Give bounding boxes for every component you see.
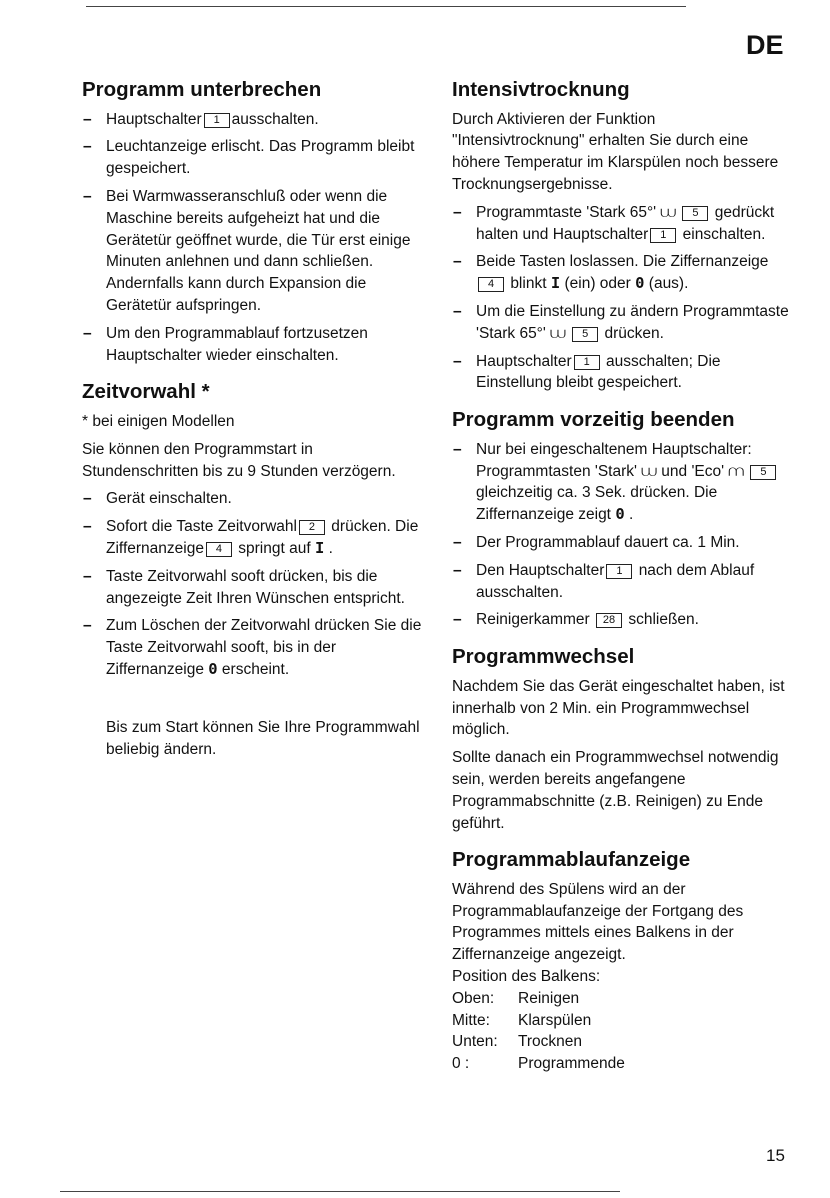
section-title: Intensivtrocknung bbox=[452, 78, 630, 101]
display-glyph: 0 bbox=[635, 274, 645, 293]
item-text: drücken. Die Ziffernanzeige bbox=[106, 518, 419, 557]
item-text: Reinigerkammer bbox=[476, 611, 590, 629]
list-item: – Um den Programmablauf fortzusetzen Hauptschalter wieder einschalten. bbox=[82, 323, 424, 367]
item-text: . bbox=[328, 539, 333, 557]
list-item bbox=[82, 109, 424, 131]
list-item bbox=[452, 301, 792, 345]
key-box: 1 bbox=[650, 228, 676, 243]
position-key: Oben: bbox=[452, 989, 495, 1007]
position-key: 0 : bbox=[452, 1055, 470, 1073]
page-number: 15 bbox=[766, 1146, 785, 1165]
list-item bbox=[452, 251, 792, 295]
item-text: drücken. bbox=[604, 324, 664, 342]
instruction-list bbox=[82, 488, 424, 680]
section-zeitvorwahl bbox=[82, 380, 424, 760]
list-item bbox=[82, 516, 424, 560]
list-item bbox=[452, 560, 792, 604]
list-item bbox=[452, 202, 792, 246]
bar-position-table bbox=[452, 988, 792, 1075]
item-text: (ein) oder bbox=[564, 275, 631, 293]
section-title: Programmablaufanzeige bbox=[452, 848, 691, 872]
item-text: schließen. bbox=[628, 611, 699, 629]
list-item bbox=[452, 351, 792, 395]
section-intensivtrocknung bbox=[452, 78, 792, 394]
key-box: 4 bbox=[478, 277, 504, 292]
item-text: ausschalten; Die Einstellung bleibt gespeichert. bbox=[476, 352, 721, 392]
instruction-list bbox=[452, 202, 792, 394]
key-box: 5 bbox=[682, 206, 708, 221]
paragraph: Durch Aktivieren der Funktion "Intensivtrocknung" erhalten Sie durch eine höhere Temperatur im Klarspülen noch bessere Trocknungsergebnisse. bbox=[452, 110, 779, 193]
section-title: Zeitvorwahl * bbox=[82, 380, 210, 404]
item-text: Andernfalls kann durch Expansion die Gerätetür aufspringen. bbox=[106, 275, 367, 314]
button-symbol-icon: ⩊ bbox=[660, 203, 677, 221]
section-title: Programm vorzeitig beenden bbox=[452, 408, 735, 432]
display-glyph: I bbox=[550, 274, 561, 293]
spacer bbox=[82, 687, 424, 717]
item-text: und 'Eco' bbox=[661, 462, 725, 480]
position-key: Mitte: bbox=[452, 1011, 490, 1029]
item-text: ausschalten. bbox=[231, 110, 319, 128]
item-text: erscheint. bbox=[221, 660, 290, 678]
language-label: DE bbox=[746, 30, 784, 60]
position-value: Klarspülen bbox=[518, 1011, 592, 1029]
item-text: Hauptschalter bbox=[106, 110, 202, 128]
display-glyph: 0 bbox=[208, 659, 218, 678]
paragraph: Sollte danach ein Programmwechsel notwendig sein, werden bereits angefangene Programmabschnitte (z.B. Reinigen) zu Ende geführt. bbox=[452, 749, 779, 832]
key-box: 1 bbox=[574, 355, 600, 370]
paragraph: Nachdem Sie das Gerät eingeschaltet haben, ist innerhalb von 2 Min. ein Programmwechsel möglich. bbox=[452, 677, 785, 739]
key-box: 4 bbox=[206, 542, 232, 557]
list-item: – Der Programmablauf dauert ca. 1 Min. bbox=[452, 532, 792, 554]
item-text: Hauptschalter bbox=[476, 352, 572, 370]
key-box: 2 bbox=[299, 520, 325, 535]
item-text: Den Hauptschalter bbox=[476, 561, 605, 579]
item-text: Bei Warmwasseranschluß oder wenn die Maschine bereits aufgeheizt hat und die Gerätetür geöffnet wurde, die Tür erst einige Minuten anlehnen und dann schließen. bbox=[106, 187, 411, 271]
top-rule bbox=[86, 6, 686, 7]
key-box: 1 bbox=[606, 564, 632, 579]
instruction-list bbox=[82, 109, 424, 367]
list-item bbox=[82, 186, 424, 317]
item-text: Beide Tasten loslassen. Die Ziffernanzeige bbox=[476, 253, 769, 271]
list-item: – Gerät einschalten. bbox=[82, 488, 424, 510]
item-text: Zum Löschen der Zeitvorwahl drücken Sie die Taste Zeitvorwahl sooft, bis in der Ziffernanzeige bbox=[106, 617, 422, 678]
right-column bbox=[452, 78, 792, 1089]
section-programmablaufanzeige bbox=[452, 848, 792, 1075]
key-box: 1 bbox=[204, 113, 230, 128]
instruction-list bbox=[452, 439, 792, 631]
position-value: Trocknen bbox=[518, 1033, 583, 1051]
footnote: * bei einigen Modellen bbox=[82, 412, 235, 430]
item-text: nach dem Ablauf ausschalten. bbox=[476, 561, 755, 601]
section-title: Programmwechsel bbox=[452, 645, 635, 669]
item-text: einschalten. bbox=[682, 225, 766, 243]
item-text: Um die Einstellung zu ändern Programmtaste 'Stark 65°' bbox=[476, 302, 789, 342]
key-box: 5 bbox=[750, 465, 776, 480]
left-column bbox=[82, 78, 424, 774]
item-text: Nur bei eingeschaltenem Hauptschalter: Programmtasten 'Stark' bbox=[476, 440, 752, 480]
section-programm-unterbrechen bbox=[82, 78, 424, 366]
paragraph: Position des Balkens: bbox=[452, 968, 601, 986]
list-item bbox=[452, 439, 792, 526]
display-glyph: I bbox=[314, 538, 325, 557]
button-symbol-icon: ⩊ bbox=[550, 324, 566, 342]
position-value: Programmende bbox=[518, 1055, 625, 1073]
display-glyph: 0 bbox=[615, 505, 625, 524]
list-item bbox=[82, 615, 424, 680]
button-symbol-icon: ⩊ bbox=[641, 462, 657, 480]
position-key: Unten: bbox=[452, 1033, 498, 1051]
key-box: 5 bbox=[572, 327, 598, 342]
section-programmwechsel bbox=[452, 645, 792, 834]
key-box: 28 bbox=[596, 613, 622, 628]
list-item bbox=[452, 609, 792, 631]
paragraph: Bis zum Start können Sie Ihre Programmwahl beliebig ändern. bbox=[106, 718, 420, 758]
section-title: Programm unterbrechen bbox=[82, 78, 322, 101]
list-item: – Leuchtanzeige erlischt. Das Programm bleibt gespeichert. bbox=[82, 136, 424, 180]
list-item: – Taste Zeitvorwahl sooft drücken, bis die angezeigte Zeit Ihren Wünschen entspricht. bbox=[82, 566, 424, 610]
bottom-rule bbox=[60, 1191, 620, 1192]
item-text: gedrückt halten und Hauptschalter bbox=[476, 203, 775, 243]
paragraph: Während des Spülens wird an der Programmablaufanzeige der Fortgang des Programmes mittels eines Balkens in der Ziffernanzeige angezeigt. bbox=[452, 880, 744, 964]
item-text: (aus). bbox=[648, 275, 689, 293]
button-symbol-icon: ⩋ bbox=[728, 462, 745, 480]
item-text: springt auf bbox=[238, 539, 311, 557]
paragraph: Sie können den Programmstart in Stundenschritten bis zu 9 Stunden verzögern. bbox=[82, 440, 396, 480]
position-value: Reinigen bbox=[518, 989, 580, 1007]
item-text: . bbox=[628, 506, 634, 524]
item-text: blinkt bbox=[510, 275, 547, 293]
item-text: Programmtaste 'Stark 65°' bbox=[476, 203, 657, 221]
item-text: Sofort die Taste Zeitvorwahl bbox=[106, 518, 297, 536]
item-text: gleichzeitig ca. 3 Sek. drücken. Die Ziffernanzeige zeigt bbox=[476, 484, 718, 524]
section-programm-vorzeitig-beenden bbox=[452, 408, 792, 631]
